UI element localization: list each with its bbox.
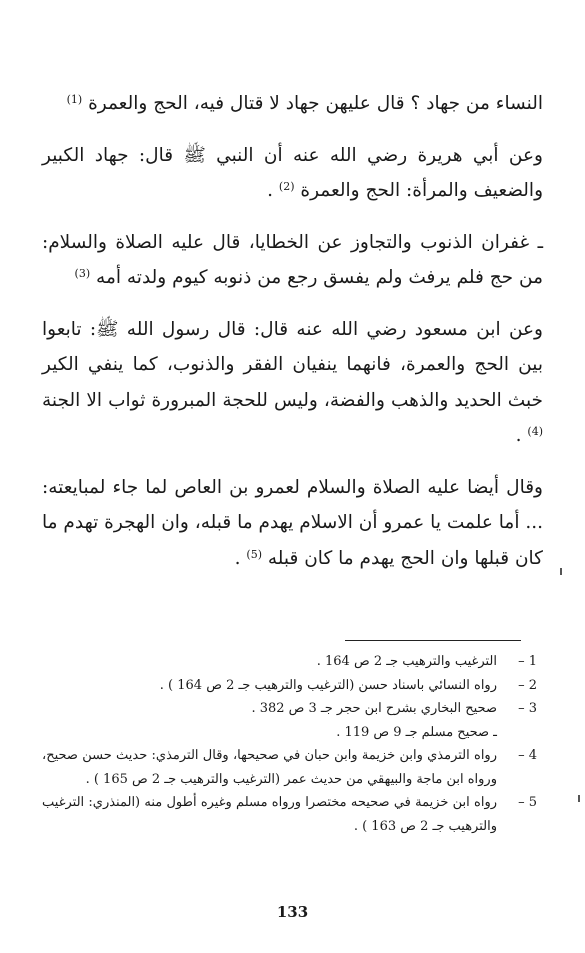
paragraph-text: ـ غفران الذنوب والتجاوز عن الخطايا، قال عليه الصلاة والسلام: من حج فلم يرفث ولم يفسق رجع من ذنوبه كيوم ولدته أمه [42, 231, 543, 288]
paragraph-4: وعن ابن مسعود رضي الله عنه قال: قال رسول الله ﷺ: تابعوا بين الحج والعمرة، فانهما ينفيان الفقر والذنوب، كما ينفي الكير خبث الحديد والذهب والفضة، وليس للحجة المبرورة ثواب الا الجنة $^{(4)}$ . [42, 318, 543, 446]
footnote-ref-5: (5) [246, 547, 262, 561]
footnote-text: رواه النسائي باسناد حسن (الترغيب والترهيب جـ 2 ص 164 ) . [159, 677, 497, 693]
paragraph-text: وعن ابن مسعود رضي الله عنه قال: قال رسول الله ﷺ: تابعوا بين الحج والعمرة، فانهما ينفيان الفقر والذنوب، كما ينفي الكير خبث الحديد والذهب والفضة، وليس للحجة المبرورة ثواب الا الجنة [42, 318, 543, 411]
footnote-ref-1: (1) [66, 92, 83, 106]
footnote-item [42, 674, 537, 698]
paragraph-2: وعن أبي هريرة رضي الله عنه أن النبي ﷺ قال: جهاد الكبير والضعيف والمرأة: الحج والعمرة $^{(2)}$ . [42, 144, 543, 201]
scan-speck [578, 795, 580, 802]
footnote-ref-3: (3) [74, 266, 91, 280]
footnote-number: 4 – [518, 748, 537, 763]
footnote-text: صحيح البخاري بشرح ابن حجر جـ 3 ص 382 . [251, 701, 497, 716]
paragraph-3 [42, 225, 543, 296]
footnotes [42, 650, 537, 838]
footnote-item [42, 721, 537, 745]
footnote-item [42, 791, 537, 838]
paragraph-1 [42, 86, 543, 122]
main-text [42, 86, 543, 576]
footnote-number: 3 – [518, 701, 537, 716]
footnote-item [42, 744, 537, 791]
footnote-ref-2: (2) [278, 179, 295, 193]
footnote-text: الترغيب والترهيب جـ 2 ص 164 . [316, 654, 497, 669]
paragraph-text: وعن أبي هريرة رضي الله عنه أن النبي ﷺ قال: جهاد الكبير والضعيف والمرأة: الحج والعمرة [42, 144, 543, 201]
footnote-ref-4: (4) [527, 424, 543, 438]
footnote-number: 2 – [518, 677, 537, 693]
footnote-divider [345, 640, 521, 641]
paragraph-text: النساء من جهاد ؟ قال عليهن جهاد لا قتال فيه، الحج والعمرة [88, 93, 543, 114]
footnote-text: رواه ابن خزيمة في صحيحه مختصرا ورواه مسلم وغيره أطول منه (المنذري: الترغيب والترهيب جـ 2 ص 163 ) . [42, 795, 497, 834]
paragraph-text: وقال أيضا عليه الصلاة والسلام لعمرو بن العاص لما جاء لمبايعته: ... أما علمت يا عمرو أن الاسلام يهدم ما قبله، وان الهجرة تهدم ما كان قبلها وان الحج يهدم ما كان قبله [42, 476, 543, 569]
footnote-number: 1 – [518, 654, 537, 669]
footnote-text: رواه الترمذي وابن خزيمة وابن حبان في صحيحها، وقال الترمذي: حديث حسن صحيح، ورواه ابن ماجة والبيهقي من حديث عمر (الترغيب والترهيب جـ 2 ص 165 ) . [42, 748, 497, 787]
footnote-item [42, 697, 537, 721]
page-number: 133 [276, 903, 309, 921]
scan-speck [560, 568, 562, 575]
paragraph-5: وقال أيضا عليه الصلاة والسلام لعمرو بن العاص لما جاء لمبايعته: ... أما علمت يا عمرو أن الاسلام يهدم ما قبله، وان الهجرة تهدم ما كان قبلها وان الحج يهدم ما كان قبله $^{(5)}$ . [42, 476, 543, 569]
footnote-number: 5 – [518, 795, 537, 810]
footnote-text: ـ صحيح مسلم جـ 9 ص 119 . [336, 724, 497, 740]
footnote-item [42, 650, 537, 674]
